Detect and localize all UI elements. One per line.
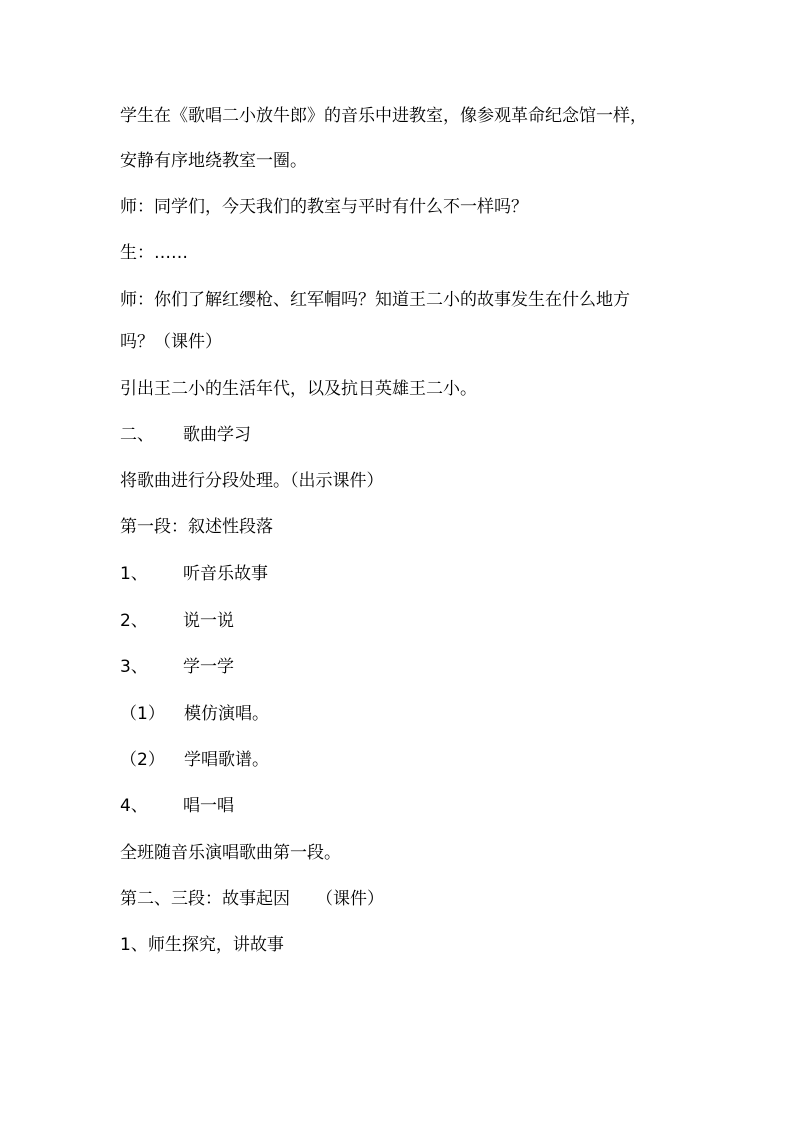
segment-heading: 第二、三段：故事起因 bbox=[120, 889, 290, 909]
list-item bbox=[120, 795, 690, 817]
list-item bbox=[120, 563, 690, 585]
list-item bbox=[120, 610, 690, 632]
paragraph-line: 1、师生探究，讲故事 bbox=[120, 935, 284, 955]
section-heading bbox=[120, 424, 690, 446]
sub-list-number: （1） bbox=[120, 704, 165, 724]
paragraph-line: 将歌曲进行分段处理。（出示课件） bbox=[120, 471, 384, 491]
section-number: 二、 bbox=[120, 425, 154, 445]
list-text: 唱一唱 bbox=[183, 796, 234, 816]
paragraph-line: 师：你们了解红缨枪、红军帽吗？知道王二小的故事发生在什么地方 bbox=[120, 290, 630, 310]
courseware-note: （课件） bbox=[316, 889, 384, 909]
sub-list-text: 模仿演唱。 bbox=[184, 704, 269, 724]
section-title: 歌曲学习 bbox=[183, 425, 251, 445]
paragraph-line: 师：同学们，今天我们的教室与平时有什么不一样吗？ bbox=[120, 197, 528, 217]
list-item bbox=[120, 656, 690, 678]
paragraph-line: 吗？（课件） bbox=[120, 332, 222, 352]
list-text: 学一学 bbox=[183, 657, 234, 677]
list-number: 4、 bbox=[120, 796, 148, 816]
list-number: 2、 bbox=[120, 611, 148, 631]
paragraph-line: 全班随音乐演唱歌曲第一段。 bbox=[120, 843, 341, 863]
paragraph-line: 安静有序地绕教室一圈。 bbox=[120, 151, 307, 171]
sub-list-text: 学唱歌谱。 bbox=[184, 750, 269, 770]
paragraph-line: 学生在《歌唱二小放牛郎》的音乐中进教室，像参观革命纪念馆一样， bbox=[120, 106, 647, 126]
sub-list-item bbox=[120, 703, 690, 725]
paragraph-line bbox=[120, 888, 690, 910]
list-text: 说一说 bbox=[183, 611, 234, 631]
paragraph-line: 第一段：叙述性段落 bbox=[120, 517, 273, 537]
list-text: 听音乐故事 bbox=[183, 564, 268, 584]
list-number: 3、 bbox=[120, 657, 148, 677]
sub-list-number: （2） bbox=[120, 750, 165, 770]
paragraph-line: 引出王二小的生活年代，以及抗日英雄王二小。 bbox=[120, 379, 477, 399]
sub-list-item bbox=[120, 749, 690, 771]
list-number: 1、 bbox=[120, 564, 148, 584]
paragraph-line: 生：…… bbox=[120, 243, 188, 263]
